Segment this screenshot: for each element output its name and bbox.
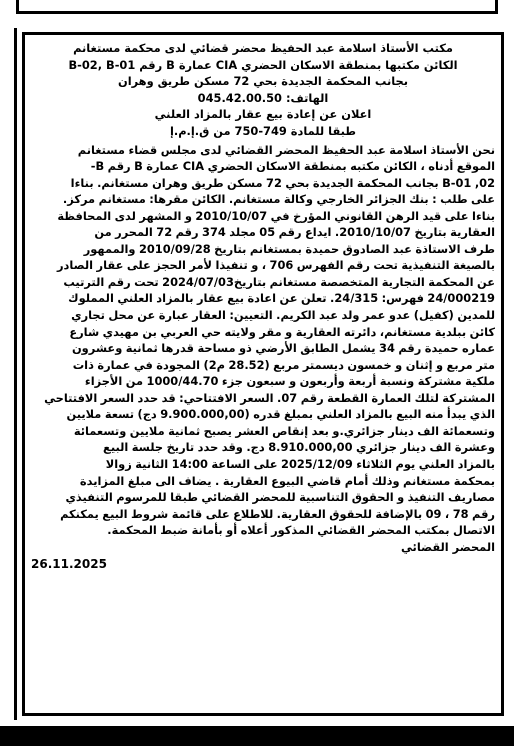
column-rule [14, 28, 17, 720]
notice-date: 26.11.2025 [31, 557, 107, 572]
previous-notice-frame [16, 0, 498, 14]
legal-reference: طبقا للمادة 749-750 من ق.إ.م.إ [169, 123, 357, 138]
phone-line: الهاتف: 045.42.00.50 [197, 90, 329, 105]
office-line: مكتب الأستاذ اسلامة عبد الحفيظ محضر قضائي لدى محكمة مستغانم [73, 41, 453, 55]
top-frame [0, 0, 514, 14]
notice-body: نحن الأستاذ اسلامة عبد الحفيظ المحضر القضائي لدى مجلس قضاء مستغانم الموقع أدناه ، الكائن مكتبه بمنطقة الاسكان الحضري CIA عمارة B رقم B- B-01 ,02 بجانب المحكمة الجديدة بحي 72 مسكن طريق وهران مستغانم. بناءا على طلب : بنك الجزائر الخارجي وكالة مستغانم. الكائن مقرها: مستغانم مركز. بناءا على قيد الرهن القانوني المؤرخ في 2010/10/07 و المشهر لدى المحافظة العقارية بتاريخ 2010/10/07. ايداع رقم 05 مجلد 374 رقم 72 المحرر من طرف الاستاذة عبد الصادوق حميدة بمستغانم بتاريخ 2010/09/28 والممهور بالصيغة التنفيذية تحت رقم الفهرس 706 ، و تنفيذا لأمر الحجز على عقار الصادر عن المحكمة التجارية المتخصصة مستغانم بتاريخ2024/07/03 تحت رقم الترتيب 24/000219 فهرس: 24/315. تعلن عن اعادة بيع عقار بالمزاد العلني المملوك للمدين (كفيل) عدو عمر ولد عبد الكريم. التعيين: العقار عبارة عن محل تجاري كائن ببلدية مستغانم، دائرته العقارية و مقر ولايته حي العربي بن مهيدي شارع عماره حميدة رقم 34 يشمل الطابق الأرضي ذو مساحة قدرها ثمانية وعشرون متر مربع و إثنان و خمسون ديسمتر مربع (28.52 م2) المجودة في عمارة ذات ملكية مشتركة ونسبة أربعة وأربعون و سبعون جزء 1000/44.70 من الأجزاء المشتركة لتلك العمارة القطعة رقم 07. السعر الافتتاحي: قد حدد السعر الافتتاحي الذي يبدأ منه البيع بالمزاد العلني بمبلغ قدره (9.900.000,00 دج) تسعة ملايين وتسعمائة الف دينار جزائري.و بعد إنقاص العشر يصبح ثمانية ملايين وتسعمائة وعشرة الف دينار جزائري 8.910.000,00 دج. وقد حدد تاريخ جلسة البيع بالمزاد العلني يوم الثلاثاء 2025/12/09 على الساعة 14:00 الثانية زوالا بمحكمة مستغانم وذلك أمام قاضي البيوع العقارية . يضاف الى مبلغ المزايدة مصاريف التنفيذ و الحقوق التناسبية للمحضر القضائي طبقا للمرسوم التنفيذي رقم 78 ، 09 بالإضافة للحقوق العقارية. للاطلاع على قائمة شروط البيع يمكنكم الاتصال بمكتب المحضر القضائي المذكور أعلاه أو بأمانة ضبط المحكمة. [44, 142, 495, 538]
auction-notice [22, 32, 504, 716]
bottom-frame [0, 726, 514, 746]
notice-title: اعلان عن إعادة بيع عقار بالمزاد العلني [154, 107, 372, 122]
address-line-2: بجانب المحكمة الجديدة بحي 72 مسكن طريق وهران [117, 74, 409, 89]
signature: المحضر القضائي [401, 539, 495, 554]
address-line: الكائن مكتبها بمنطقة الاسكان الحضري CIA عمارة B رقم B-02, B-01 [68, 57, 458, 72]
notice-header [31, 40, 495, 140]
